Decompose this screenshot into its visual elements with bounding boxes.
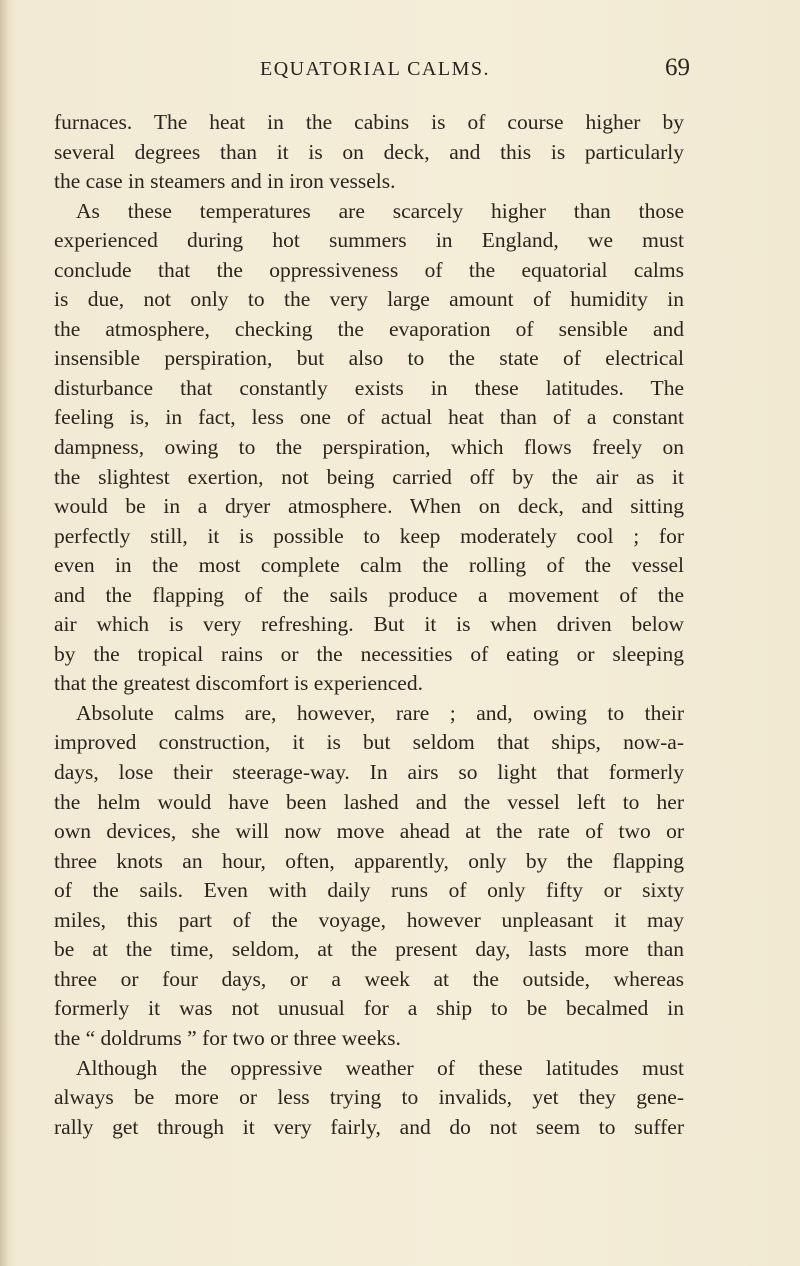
text-line: by the tropical rains or the necessities of eating or sleeping (54, 641, 684, 666)
text-line: days, lose their steerage-way. In airs so light that formerly (54, 760, 684, 785)
text-line: and the flapping of the sails produce a movement of the (54, 582, 684, 607)
text-line: Although the oppressive weather of these latitudes must (76, 1055, 684, 1080)
text-line: the helm would have been lashed and the vessel left to her (54, 789, 684, 814)
text-line: improved construction, it is but seldom that ships, now-a- (54, 730, 684, 755)
text-line: air which is very refreshing. But it is when driven below (54, 612, 684, 637)
text-line: of the sails. Even with daily runs of only fifty or sixty (54, 878, 684, 903)
text-line: always be more or less trying to invalids, yet they gene- (54, 1085, 684, 1110)
page-number: 69 (665, 54, 690, 81)
text-line: the “ doldrums ” for two or three weeks. (54, 1025, 401, 1050)
text-line: feeling is, in fact, less one of actual heat than of a constant (54, 405, 684, 430)
text-line: own devices, she will now move ahead at the rate of two or (54, 819, 684, 844)
text-line: be at the time, seldom, at the present day, lasts more than (54, 937, 684, 962)
text-line: conclude that the oppressiveness of the equatorial calms (54, 257, 684, 282)
text-line: rally get through it very fairly, and do not seem to suffer (54, 1114, 684, 1139)
text-line: the slightest exertion, not being carried off by the air as it (54, 464, 684, 489)
text-line: insensible perspiration, but also to the state of electrical (54, 346, 684, 371)
body-text (54, 108, 684, 1142)
running-head-title: EQUATORIAL CALMS. (260, 58, 490, 80)
text-line: perfectly still, it is possible to keep moderately cool ; for (54, 523, 684, 548)
text-line: experienced during hot summers in England, we must (54, 228, 684, 253)
text-line: miles, this part of the voyage, however unpleasant it may (54, 907, 684, 932)
text-line: the case in steamers and in iron vessels. (54, 169, 396, 194)
text-line: is due, not only to the very large amount of humidity in (54, 287, 684, 312)
binding-edge (0, 0, 8, 1266)
text-line: As these temperatures are scarcely higher than those (76, 198, 684, 223)
text-line: three knots an hour, often, apparently, only by the flapping (54, 848, 684, 873)
text-line: Absolute calms are, however, rare ; and, owing to their (76, 700, 684, 725)
text-line: would be in a dryer atmosphere. When on deck, and sitting (54, 494, 684, 519)
text-line: disturbance that constantly exists in these latitudes. The (54, 375, 684, 400)
text-line: the atmosphere, checking the evaporation of sensible and (54, 316, 684, 341)
running-head (54, 50, 696, 90)
text-line: even in the most complete calm the rolling of the vessel (54, 553, 684, 578)
text-line: furnaces. The heat in the cabins is of course higher by (54, 110, 684, 134)
text-line: formerly it was not unusual for a ship to be becalmed in (54, 996, 684, 1021)
text-line: several degrees than it is on deck, and this is particularly (54, 139, 684, 164)
text-line: three or four days, or a week at the outside, whereas (54, 966, 684, 991)
text-line: dampness, owing to the perspiration, which flows freely on (54, 435, 684, 460)
text-line: that the greatest discomfort is experienced. (54, 671, 423, 696)
